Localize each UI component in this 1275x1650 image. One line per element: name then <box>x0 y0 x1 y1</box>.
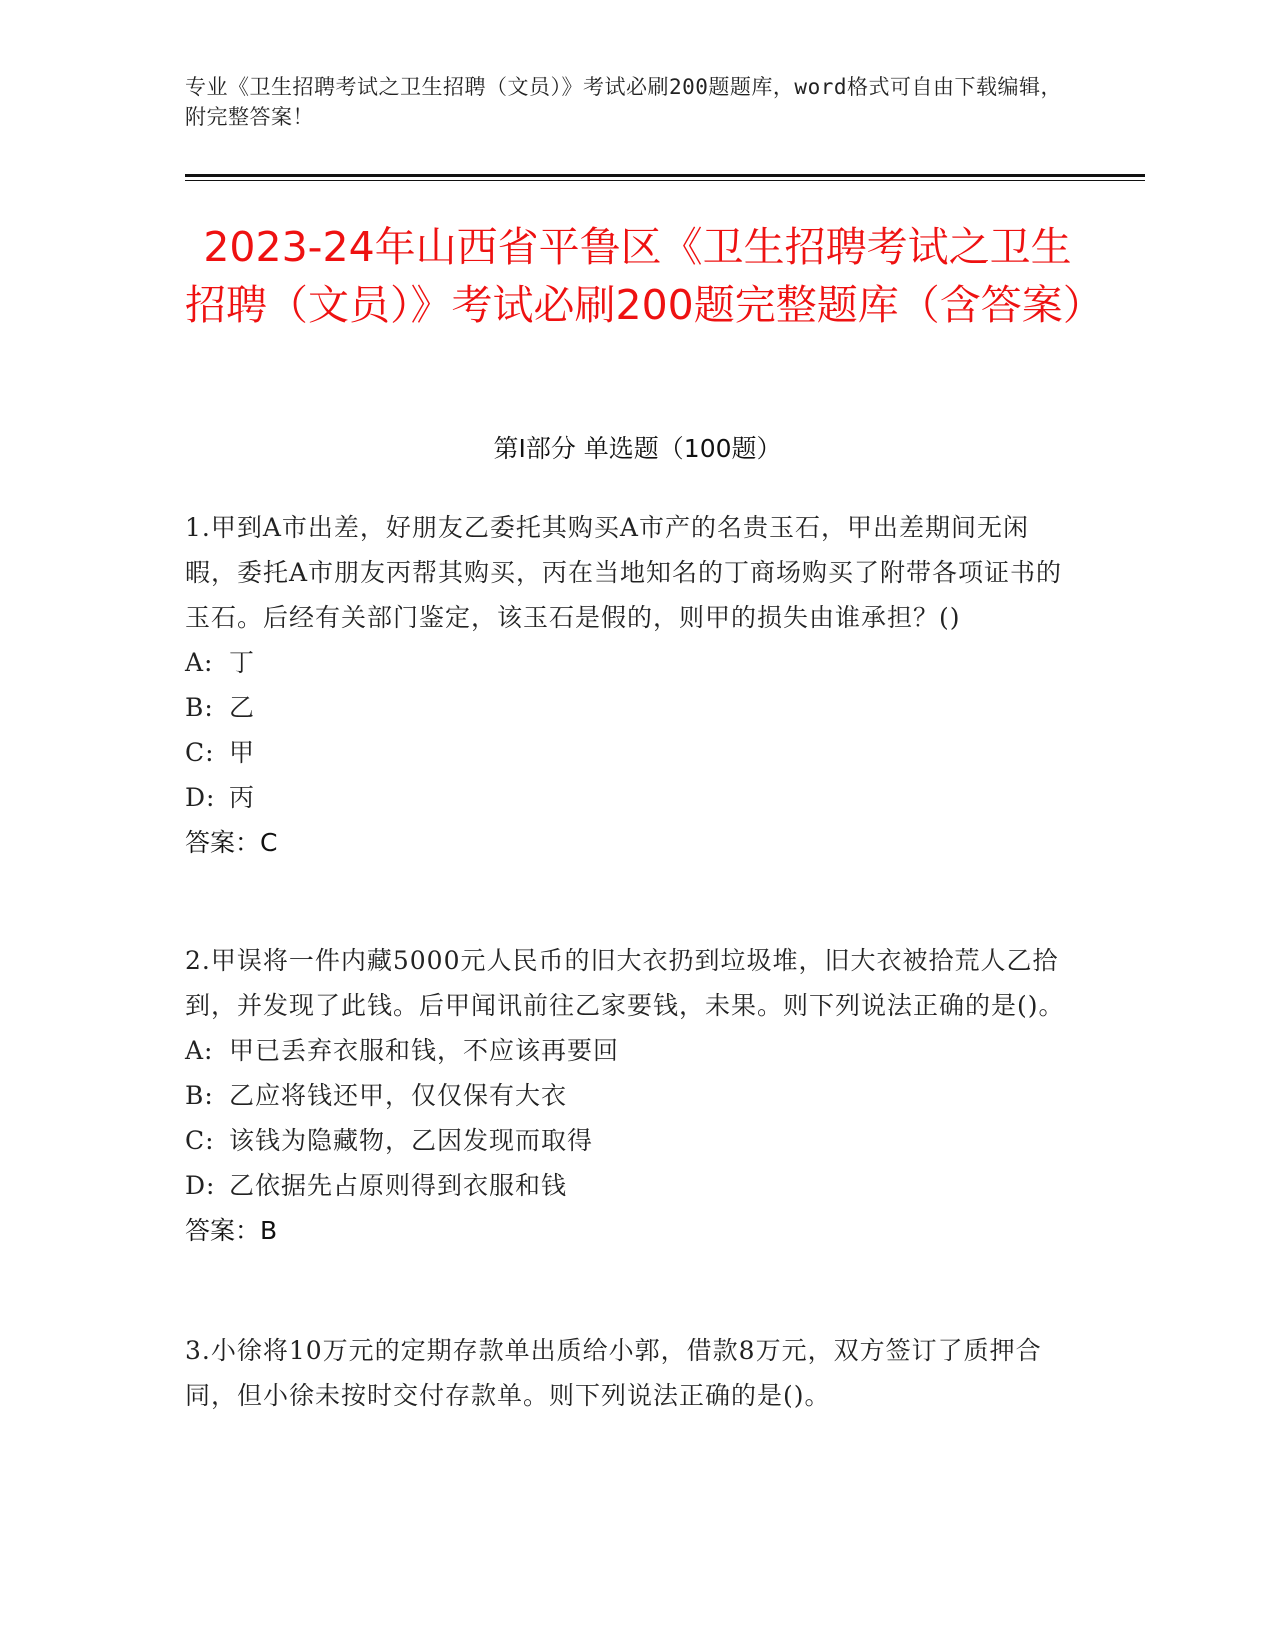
option-a <box>185 1028 1075 1073</box>
option-c <box>185 1118 1075 1163</box>
question-1 <box>185 505 1075 865</box>
option-text: 甲 <box>229 738 256 767</box>
option-text: 丙 <box>229 783 256 812</box>
option-key: B: <box>185 1081 214 1110</box>
option-key: A: <box>185 1036 214 1065</box>
answer: 答案：B <box>185 1216 278 1245</box>
option-d <box>185 1163 1075 1208</box>
option-b <box>185 685 1075 730</box>
option-text: 丁 <box>229 648 256 677</box>
header-divider-thin <box>185 180 1145 181</box>
question-text: 3.小徐将10万元的定期存款单出质给小郭，借款8万元，双方签订了质押合同，但小徐未按时交付存款单。则下列说法正确的是()。 <box>185 1336 1042 1410</box>
option-text: 乙 <box>229 693 256 722</box>
option-d <box>185 775 1075 820</box>
option-text: 乙依据先占原则得到衣服和钱 <box>229 1171 568 1200</box>
header-divider-thick <box>185 174 1145 177</box>
document-title: 2023-24年山西省平鲁区《卫生招聘考试之卫生招聘（文员）》考试必刷200题完整题库（含答案） <box>185 223 1104 329</box>
question-text: 1.甲到A市出差，好朋友乙委托其购买A市产的名贵玉石，甲出差期间无闲暇，委托A市朋友丙帮其购买，丙在当地知名的丁商场购买了附带各项证书的玉石。后经有关部门鉴定，该玉石是假的，则甲的损失由谁承担？() <box>185 513 1063 632</box>
option-key: C: <box>185 1126 215 1155</box>
option-text: 甲已丢弃衣服和钱，不应该再要回 <box>229 1036 620 1065</box>
option-key: D: <box>185 1171 216 1200</box>
option-b <box>185 1073 1075 1118</box>
section-title: 第Ⅰ部分 单选题（100题） <box>493 434 782 463</box>
option-text: 该钱为隐藏物，乙因发现而取得 <box>229 1126 594 1155</box>
option-c <box>185 730 1075 775</box>
option-key: C: <box>185 738 215 767</box>
option-text: 乙应将钱还甲，仅仅保有大衣 <box>229 1081 568 1110</box>
option-a <box>185 640 1075 685</box>
option-key: B: <box>185 693 214 722</box>
option-key: A: <box>185 648 214 677</box>
option-key: D: <box>185 783 216 812</box>
question-text: 2.甲误将一件内藏5000元人民币的旧大衣扔到垃圾堆，旧大衣被拾荒人乙拾到，并发现了此钱。后甲闻讯前往乙家要钱，未果。则下列说法正确的是()。 <box>185 946 1065 1020</box>
question-3 <box>185 1328 1075 1418</box>
header-note: 专业《卫生招聘考试之卫生招聘（文员）》考试必刷200题题库，word格式可自由下载编辑，附完整答案！ <box>185 75 1062 129</box>
answer: 答案：C <box>185 828 278 857</box>
question-2 <box>185 938 1075 1253</box>
